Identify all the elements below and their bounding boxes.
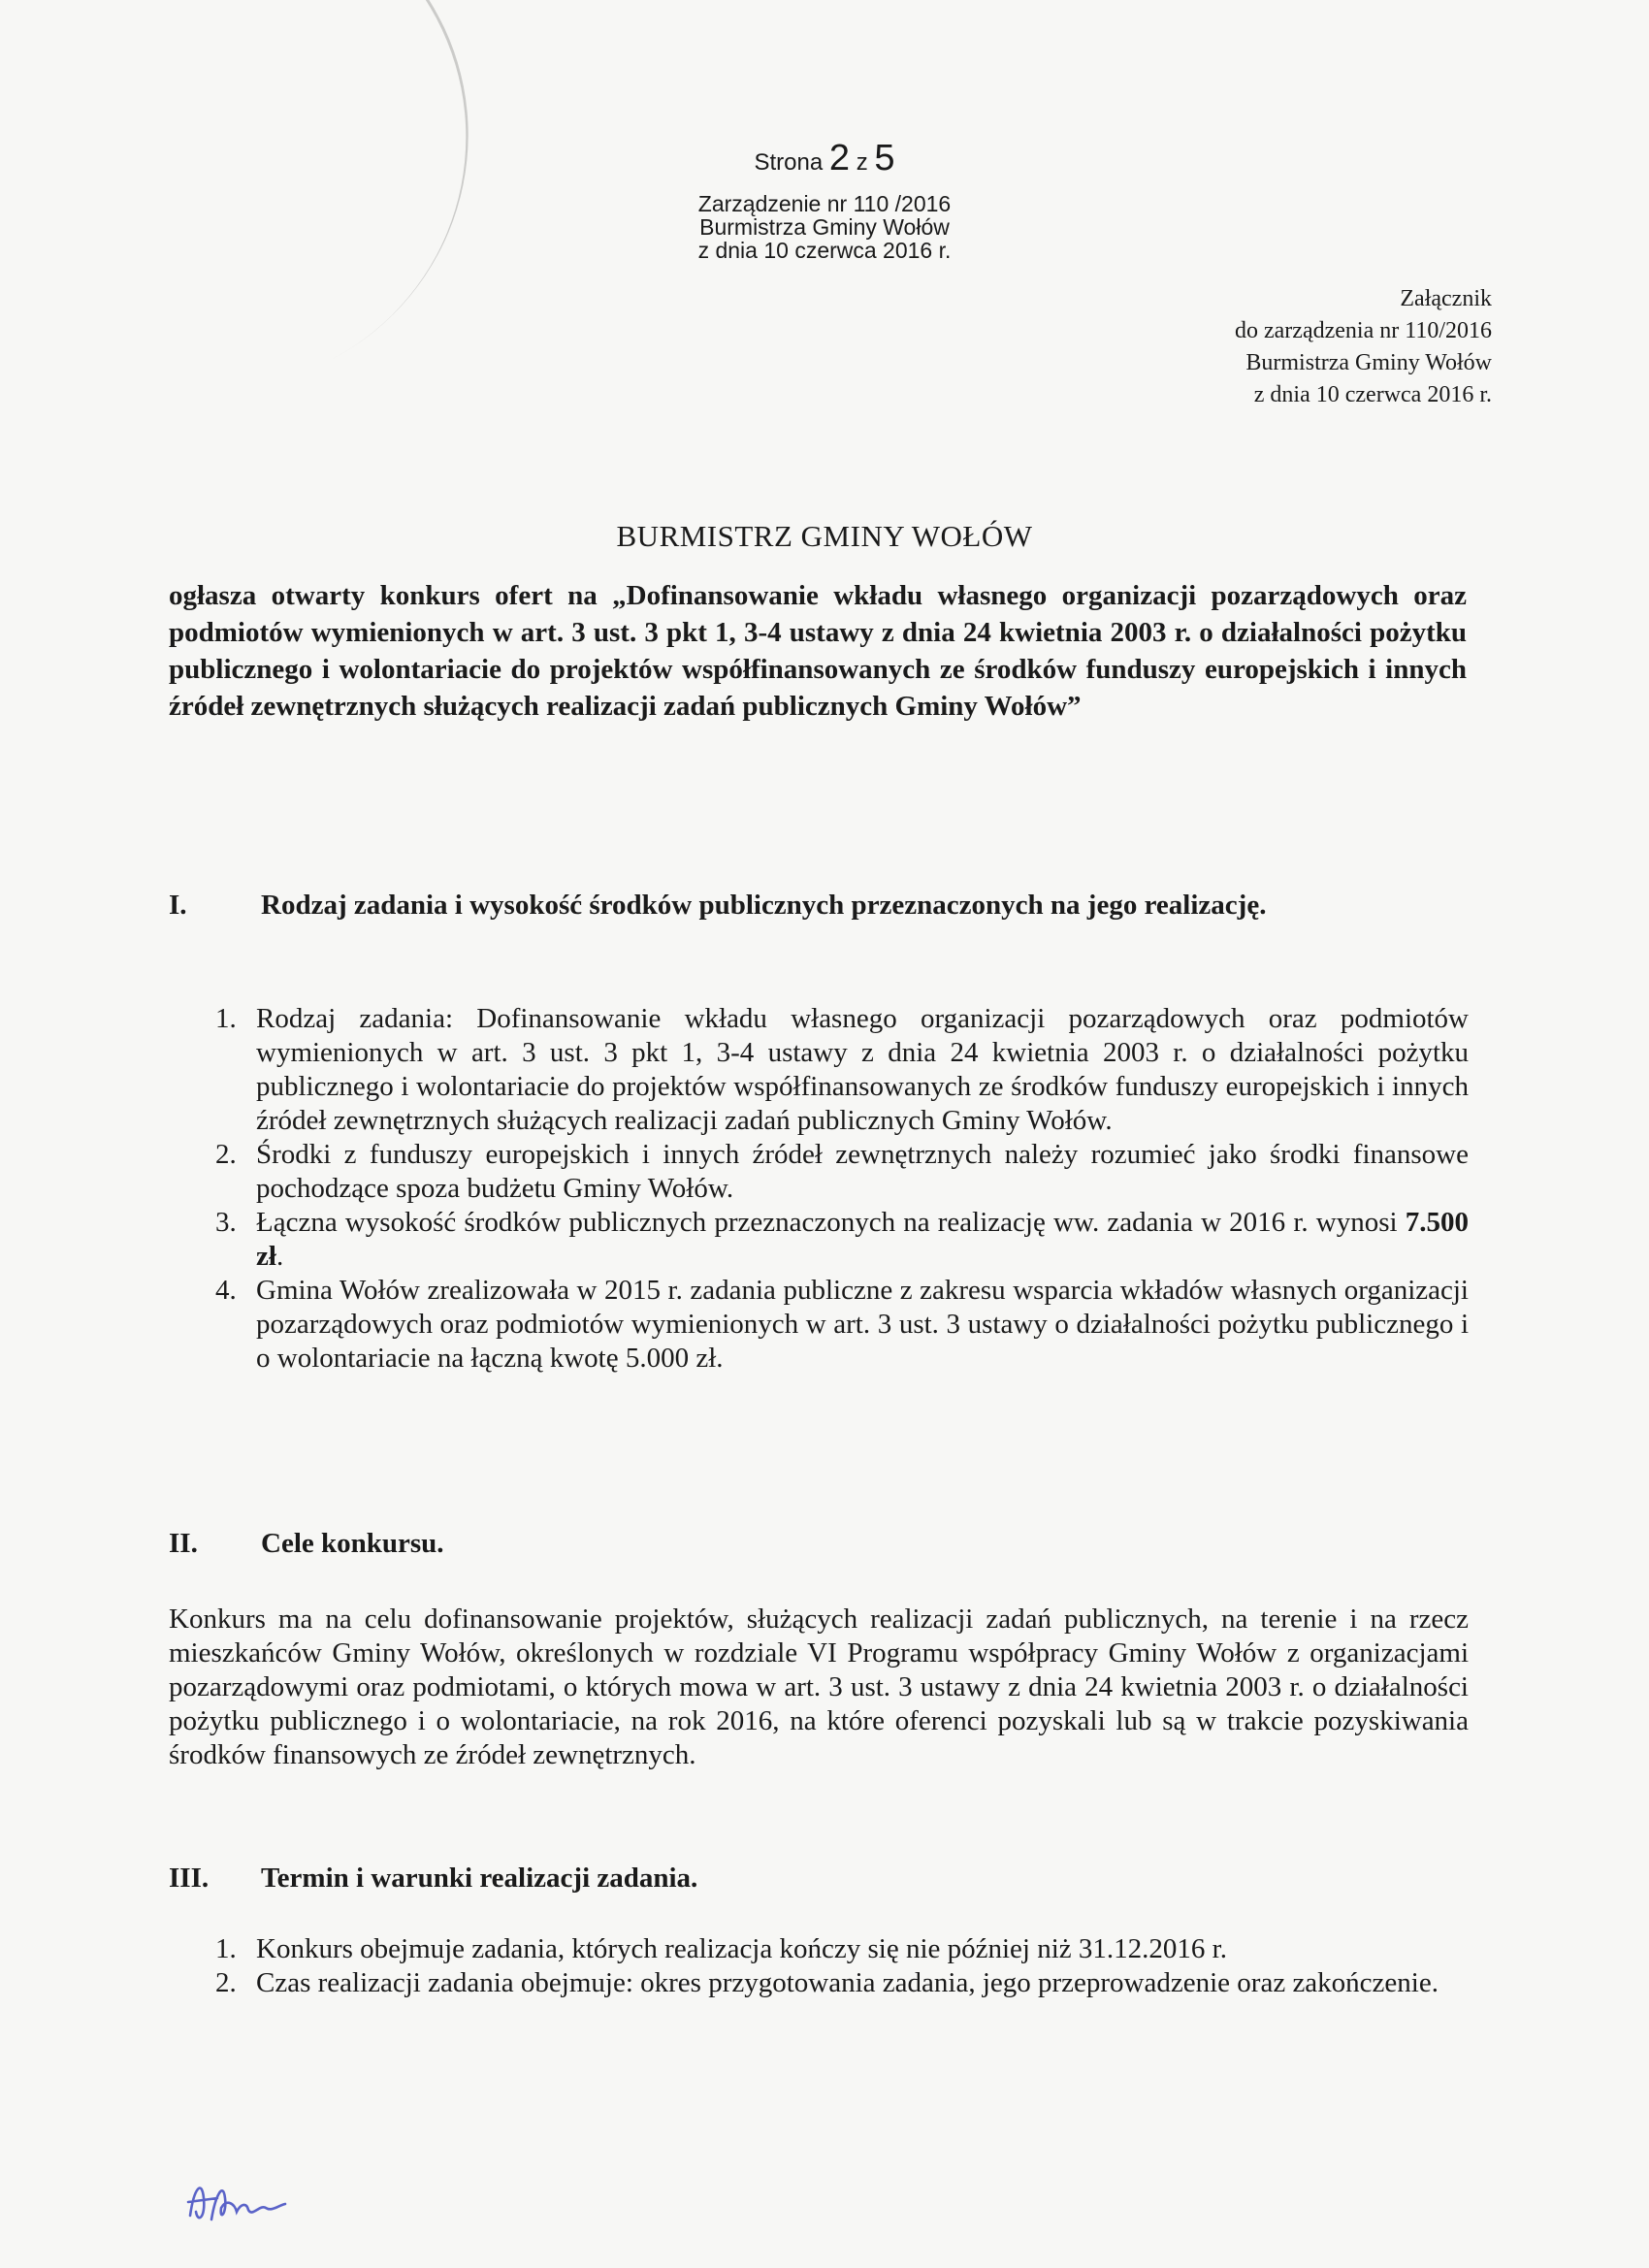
- section-1-number: I.: [169, 890, 187, 921]
- total-amount: 7.500 zł: [256, 1207, 1469, 1272]
- page-number: Strona 2 z 5: [754, 138, 895, 178]
- annex-block: [1235, 283, 1492, 411]
- list-item: 1. Konkurs obejmuje zadania, których realizacja kończy się nie później niż 31.12.2016 r.: [215, 1933, 1227, 1964]
- intro-announcement: ogłasza otwarty konkurs ofert na „Dofinansowanie wkładu własnego organizacji pozarządowych oraz podmiotów wymienionych w art. 3 ust. 3 pkt 1, 3-4 ustawy z dnia 24 kwietnia 2003 r. o działalności pożytku publicznego i wolontariacie do projektów współfinansowanych ze środków funduszy europejskich i innych źródeł zewnętrznych służących realizacji zadań publicznych Gminy Wołów”: [169, 580, 1467, 722]
- list-item: 4. Gmina Wołów zrealizowała w 2015 r. zadania publiczne z zakresu wsparcia wkładów własnych organizacji pozarządowych oraz podmiotów wymienionych w art. 3 ust. 3 ustawy o działalności pożytku publicznego i o wolontariacie na łączną kwotę 5.000 zł.: [215, 1275, 1469, 1374]
- list-item: 2. Środki z funduszy europejskich i innych źródeł zewnętrznych należy rozumieć jako środki finansowe pochodzące spoza budżetu Gminy Wołów.: [215, 1139, 1469, 1204]
- section-1-title: Rodzaj zadania i wysokość środków publicznych przeznaczonych na jego realizację.: [261, 890, 1267, 921]
- section-3-title: Termin i warunki realizacji zadania.: [261, 1863, 698, 1894]
- section-2-number: II.: [169, 1528, 198, 1559]
- annex-date: z dnia 10 czerwca 2016 r.: [1253, 382, 1492, 407]
- section-1-list: [215, 1002, 1469, 1376]
- section-2-heading: [169, 1528, 1507, 1560]
- list-item: 3. Łączna wysokość środków publicznych przeznaczonych na realizację ww. zadania w 2016 r. wynosi 7.500 zł.: [215, 1207, 1469, 1272]
- list-item: 1. Rodzaj zadania: Dofinansowanie wkładu własnego organizacji pozarządowych oraz podmiotów wymienionych w art. 3 ust. 3 pkt 1, 3-4 ustawy z dnia 24 kwietnia 2003 r. o działalności pożytku publicznego i wolontariacie do projektów współfinansowanych ze środków funduszy europejskich i innych źródeł zewnętrznych służących realizacji zadań publicznych Gminy Wołów.: [215, 1003, 1469, 1136]
- header-ordinance: [0, 192, 1649, 262]
- section-2-title: Cele konkursu.: [261, 1528, 444, 1559]
- section-3-heading: [169, 1863, 1507, 1895]
- header-date: z dnia 10 czerwca 2016 r.: [697, 238, 952, 263]
- header-ordinance-number: Zarządzenie nr 110 /2016: [697, 191, 952, 216]
- section-1-heading: [169, 890, 1507, 922]
- annex-label: Załącznik: [1400, 286, 1492, 311]
- annex-mayor: Burmistrza Gminy Wołów: [1245, 350, 1492, 375]
- list-item: 2. Czas realizacji zadania obejmuje: okres przygotowania zadania, jego przeprowadzenie oraz zakończenie.: [215, 1967, 1439, 1998]
- section-2-paragraph: Konkurs ma na celu dofinansowanie projektów, służących realizacji zadań publicznych, na terenie i na rzecz mieszkańców Gminy Wołów, określonych w rozdziale VI Programu współpracy Gminy Wołów z organizacjami pozarządowymi oraz podmiotami, o których mowa w art. 3 ust. 3 ustawy z dnia 24 kwietnia 2003 r. o działalności pożytku publicznego i o wolontariacie, na rok 2016, na które oferenci pozyskali lub są w trakcie pozyskiwania środków finansowych ze źródeł zewnętrznych.: [169, 1604, 1469, 1770]
- annex-ordinance: do zarządzenia nr 110/2016: [1235, 318, 1492, 343]
- section-3-list: [215, 1932, 1469, 2000]
- header-mayor: Burmistrza Gminy Wołów: [699, 214, 950, 240]
- page-title: BURMISTRZ GMINY WOŁÓW: [616, 519, 1033, 553]
- section-3-number: III.: [169, 1863, 210, 1894]
- handwritten-signature: [184, 2169, 291, 2227]
